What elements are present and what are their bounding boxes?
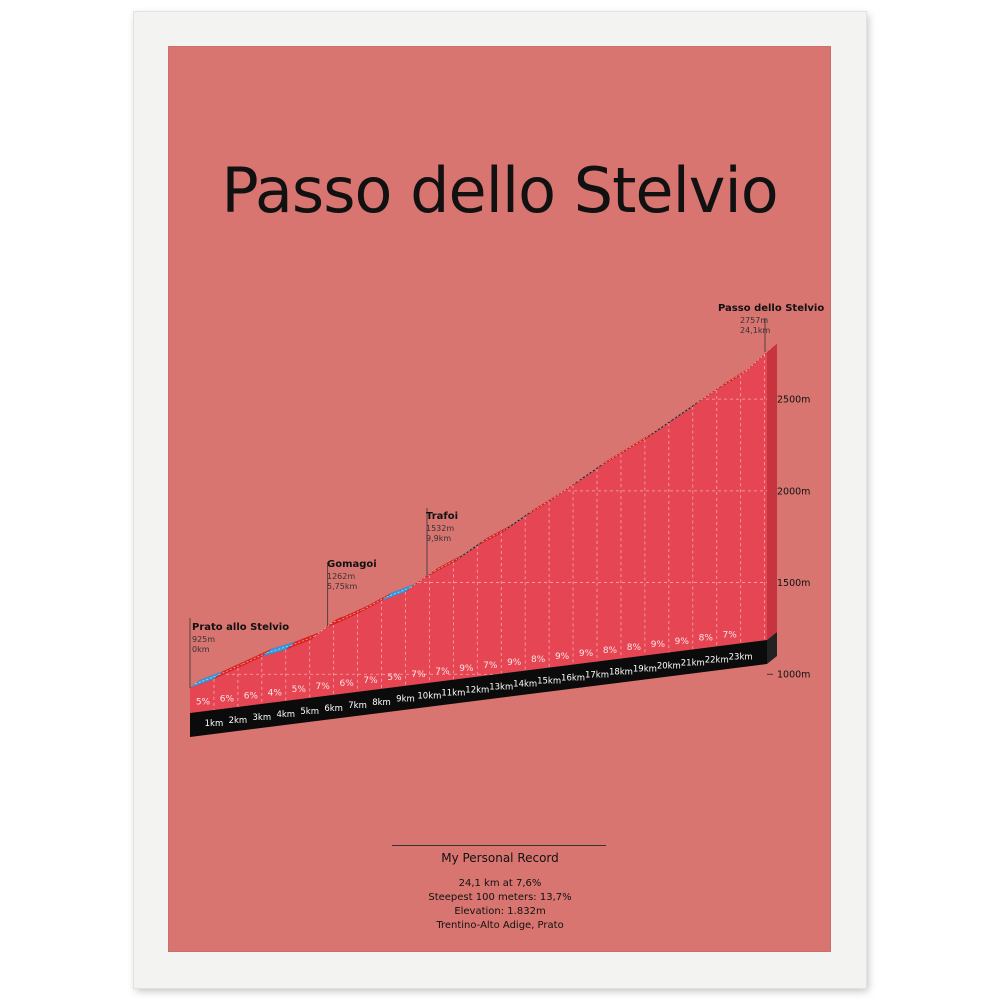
gradient-label: 9% bbox=[650, 639, 666, 650]
y-tick-label: 1000m bbox=[777, 669, 811, 681]
gradient-label: 7% bbox=[722, 630, 737, 641]
gradient-label: 9% bbox=[459, 664, 474, 675]
poster-title: Passo dello Stelvio bbox=[221, 154, 778, 227]
x-tick-label: 17km bbox=[584, 670, 610, 681]
gradient-label: 5% bbox=[195, 697, 211, 708]
waypoint-name: Trafoi bbox=[426, 511, 459, 522]
waypoint-distance: 5,75km bbox=[327, 582, 358, 591]
divider-line bbox=[392, 845, 606, 846]
waypoint-elevation: 2757m bbox=[740, 316, 769, 325]
waypoint-name: Gomagoi bbox=[327, 559, 377, 570]
gradient-label: 8% bbox=[626, 642, 642, 653]
gradient-label: 8% bbox=[531, 654, 546, 665]
gradient-label: 6% bbox=[339, 679, 354, 690]
gradient-label: 8% bbox=[698, 633, 713, 644]
gradient-label: 9% bbox=[578, 648, 594, 659]
stat-steepest: Steepest 100 meters: 13,7% bbox=[428, 892, 572, 903]
x-tick-label: 11km bbox=[441, 688, 466, 699]
stat-region: Trentino-Alto Adige, Prato bbox=[436, 920, 564, 931]
profile-side-face bbox=[767, 344, 777, 640]
waypoint-distance: 0km bbox=[192, 645, 210, 654]
gradient-label: 5% bbox=[291, 685, 306, 696]
waypoint-name: Passo dello Stelvio bbox=[718, 303, 825, 314]
gradient-label: 7% bbox=[435, 667, 450, 678]
stat-distance-gradient: 24,1 km at 7,6% bbox=[458, 878, 542, 889]
y-tick-label: 1500m bbox=[777, 578, 811, 590]
gradient-label: 6% bbox=[219, 694, 235, 705]
y-tick-label: 2500m bbox=[777, 394, 811, 406]
gradient-label: 7% bbox=[411, 670, 426, 681]
x-tick-label: 16km bbox=[561, 673, 586, 684]
waypoint-distance: 24,1km bbox=[740, 326, 771, 335]
x-tick-label: 23km bbox=[728, 652, 753, 663]
gradient-label: 9% bbox=[674, 636, 689, 647]
x-tick-label: 20km bbox=[656, 661, 681, 672]
record-title: My Personal Record bbox=[441, 851, 559, 865]
x-tick-label: 12km bbox=[465, 685, 490, 696]
gradient-label: 5% bbox=[387, 673, 402, 684]
gradient-label: 7% bbox=[315, 682, 330, 693]
waypoint-elevation: 925m bbox=[192, 635, 216, 644]
x-tick-label: 5km bbox=[300, 706, 320, 717]
gradient-label: 9% bbox=[554, 651, 570, 662]
record-stats bbox=[0, 877, 1000, 933]
x-tick-label: 19km bbox=[632, 664, 657, 675]
gradient-label: 7% bbox=[363, 676, 378, 687]
x-tick-label: 18km bbox=[608, 667, 633, 678]
x-tick-label: 3km bbox=[252, 712, 272, 723]
gradient-label: 7% bbox=[483, 661, 498, 672]
x-tick-label: 1km bbox=[204, 718, 224, 729]
x-tick-label: 21km bbox=[680, 658, 705, 669]
x-tick-label: 10km bbox=[417, 691, 442, 702]
stat-elevation: Elevation: 1.832m bbox=[454, 906, 546, 917]
gradient-label: 6% bbox=[243, 691, 258, 702]
x-tick-label: 22km bbox=[704, 655, 729, 666]
gradient-label: 9% bbox=[507, 657, 522, 668]
waypoint-distance: 9,9km bbox=[426, 534, 452, 543]
x-tick-label: 2km bbox=[228, 715, 248, 726]
x-tick-label: 7km bbox=[348, 700, 367, 711]
waypoint-elevation: 1532m bbox=[426, 524, 455, 533]
x-tick-label: 4km bbox=[276, 709, 296, 720]
y-tick-label: 2000m bbox=[777, 486, 811, 498]
x-tick-label: 13km bbox=[489, 682, 514, 693]
x-tick-label: 14km bbox=[513, 679, 538, 690]
gradient-label: 8% bbox=[602, 645, 618, 656]
x-tick-label: 9km bbox=[396, 694, 415, 705]
x-tick-label: 8km bbox=[372, 697, 391, 708]
waypoint-elevation: 1262m bbox=[327, 572, 356, 581]
gradient-label: 4% bbox=[267, 688, 282, 699]
x-tick-label: 15km bbox=[537, 676, 562, 687]
x-tick-label: 6km bbox=[324, 703, 343, 714]
waypoint-name: Prato allo Stelvio bbox=[192, 622, 290, 633]
